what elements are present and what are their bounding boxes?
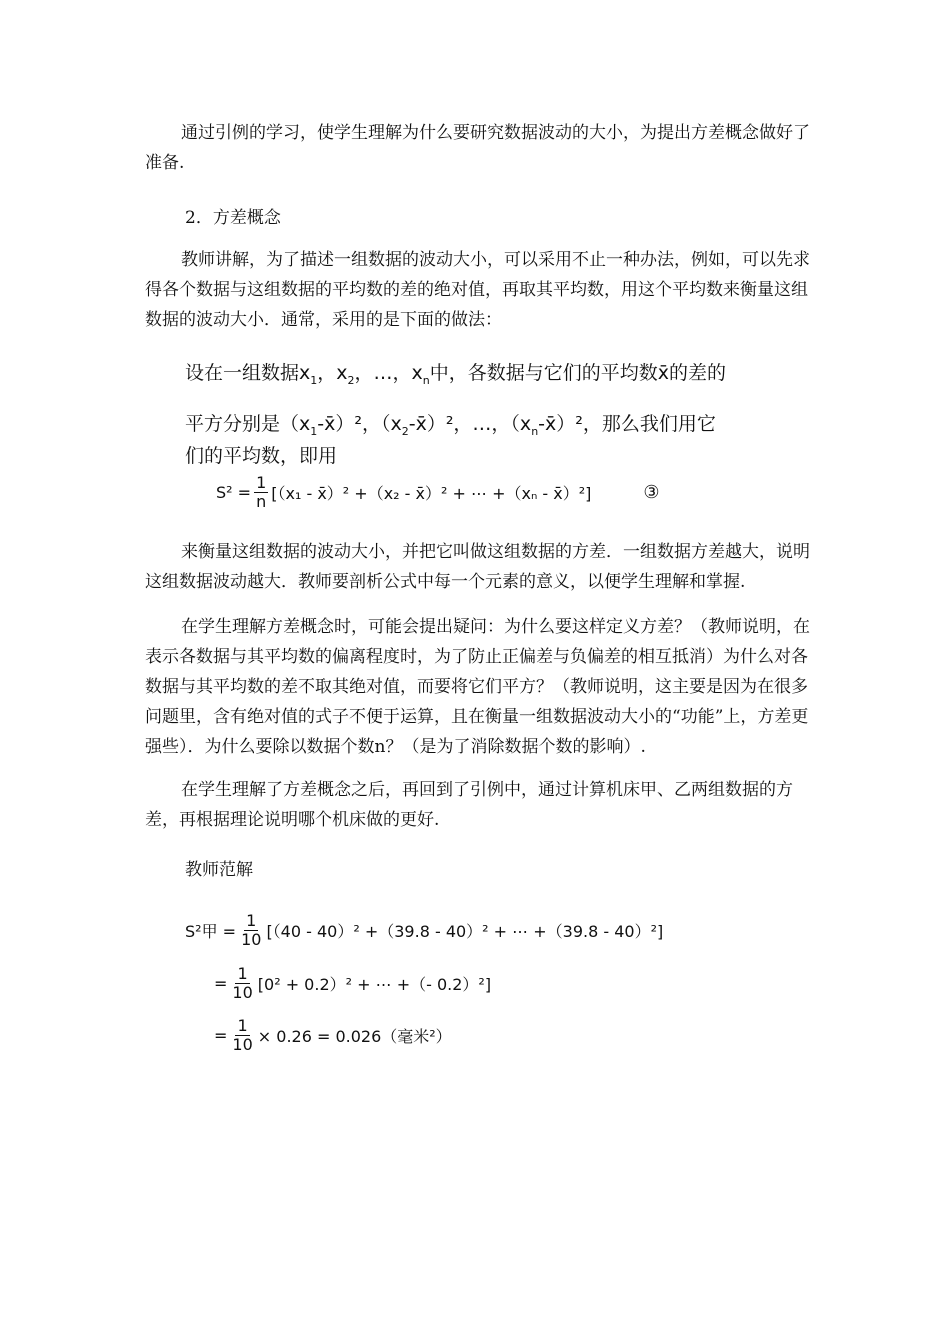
definition-line-1: 设在一组数据$x_1$，$x_2$，…，$x_n$中，各数据与它们的平均数x̄的差的: [185, 362, 726, 387]
paragraph-question: 在学生理解方差概念时，可能会提出疑问：为什么要这样定义方差？（教师说明，在表示各数据与其平均数的偏离程度时，为了防止正偏差与负偏差的相互抵消）为什么对各数据与其平均数的差不取其绝对值，而要将它们平方？（教师说明，这主要是因为在很多问题里，含有绝对值的式子不便于运算，且在衡量一组数据波动大小的“功能”上，方差更强些）．为什么要除以数据个数n？（是为了消除数据个数的影响）.: [145, 617, 810, 757]
definition-line-2: 平方分别是$(x_1-x̄)^2$，$(x_2-x̄)^2$，…，$(x_n-x̄)^2$，那么我们用它: [185, 413, 716, 438]
fraction: $\frac{1}{10}$: [232, 1016, 253, 1054]
fraction: $\frac{1}{10}$: [232, 964, 253, 1002]
paragraph-explanation: 教师讲解，为了描述一组数据的波动大小，可以采用不止一种办法，例如，可以先求得各个数据与这组数据的平均数的差的绝对值，再取其平均数，用这个平均数来衡量这组数据的波动大小．通常，采用的是下面的做法：: [145, 250, 810, 330]
paragraph-intro: 通过引例的学习，使学生理解为什么要研究数据波动的大小，为提出方差概念做好了准备.: [145, 123, 810, 173]
calc-row-1: S²甲 = $\frac{1}{10}$ [（40 - 40）² +（39.8 - 40）² + ⋯ +（39.8 - 40）²]: [185, 911, 664, 949]
definition-line-3: 们的平均数，即用: [185, 445, 338, 467]
section-heading: 2．方差概念: [185, 208, 281, 228]
formula-tag: ③: [643, 482, 660, 503]
teacher-example-label: 教师范解: [185, 860, 253, 880]
paragraph-meaning: 来衡量这组数据的波动大小，并把它叫做这组数据的方差．一组数据方差越大，说明这组数据波动越大．教师要剖析公式中每一个元素的意义，以便学生理解和掌握.: [145, 542, 810, 592]
variance-formula: S² = $\frac{1}{n}$ [（x₁ - x̄）² +（x₂ - x̄）² + ⋯ +（xₙ - x̄）²] ③: [216, 473, 660, 511]
calc-row-2: = $\frac{1}{10}$ [0² + 0.2）² + ⋯ +（- 0.2）²]: [214, 964, 492, 1002]
fraction: $\frac{1}{n}$: [256, 473, 267, 511]
paragraph-return: 在学生理解了方差概念之后，再回到了引例中，通过计算机床甲、乙两组数据的方差，再根据理论说明哪个机床做的更好.: [145, 780, 793, 830]
fraction: $\frac{1}{10}$: [241, 911, 262, 949]
calc-row-3: = $\frac{1}{10}$ × 0.26 = 0.026（毫米²）: [214, 1016, 452, 1054]
